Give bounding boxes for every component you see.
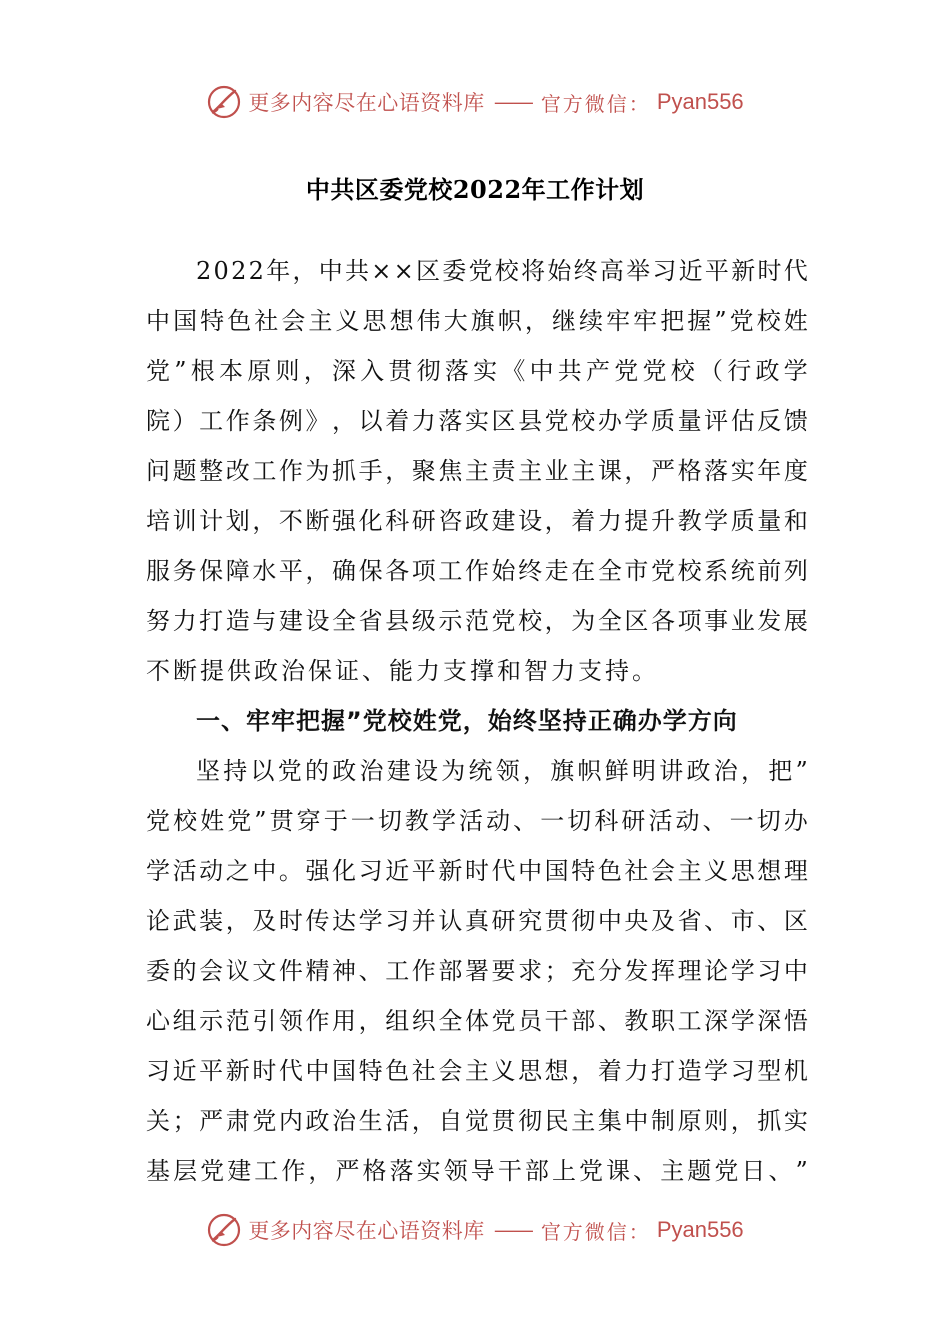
paragraph2-line: 党 校 姓 党 ” 贯 穿 于 一 切 教 学 活 动 、 一 切 科 研 活 动 、 一 切 办 <box>146 807 808 835</box>
paragraph2-line: 习 近 平 新 时 代 中 国 特 色 社 会 主 义 思 想 ， 着 力 打 造 学 习 型 机 <box>146 1057 808 1085</box>
watermark-banner-bottom <box>0 1208 950 1252</box>
paragraph1-line: 党 ” 根 本 原 则 ， 深 入 贯 彻 落 实 《 中 共 产 党 党 校 （ 行 政 学 <box>146 357 808 385</box>
paragraph1-line: 中 国 特 色 社 会 主 义 思 想 伟 大 旗 帜 ， 继 续 牢 牢 把 握 ” 党 校 姓 <box>146 307 808 335</box>
paragraph2-line: 关 ； 严 肃 党 内 政 治 生 活 ， 自 觉 贯 彻 民 主 集 中 制 原 则 ， 抓 实 <box>146 1107 808 1135</box>
paragraph1-line: 努 力 打 造 与 建 设 全 省 县 级 示 范 党 校 ， 为 全 区 各 项 事 业 发 展 <box>146 607 808 635</box>
watermark-dash: —— <box>493 1218 532 1242</box>
watermark-site-text: 更多内容尽在心语资料库 <box>248 91 485 115</box>
section1-heading: 一、牢牢把握”党校姓党，始终坚持正确办学方向 <box>196 707 738 735</box>
paragraph1-line: 院 ） 工 作 条 例 》 ， 以 着 力 落 实 区 县 党 校 办 学 质 量 评 估 反 馈 <box>146 407 808 435</box>
paragraph2-line: 坚 持 以 党 的 政 治 建 设 为 统 领 ， 旗 帜 鲜 明 讲 政 治 ， 把 ” <box>196 757 808 785</box>
watermark-official-label: 官方微信： <box>540 91 651 116</box>
watermark-wechat-id: Pyan556 <box>656 1217 744 1242</box>
paragraph2-line: 委 的 会 议 文 件 精 神 、 工 作 部 署 要 求 ； 充 分 发 挥 理 论 学 习 中 <box>146 957 808 985</box>
paragraph1-line: 服 务 保 障 水 平 ， 确 保 各 项 工 作 始 终 走 在 全 市 党 校 系 统 前 列 <box>146 557 808 585</box>
paragraph1-line: 不断提供政治保证、能力支撑和智力支持。 <box>146 657 659 685</box>
document-body <box>146 246 808 1196</box>
paragraph2-line: 心 组 示 范 引 领 作 用 ， 组 织 全 体 党 员 干 部 、 教 职 工 深 学 深 悟 <box>146 1007 808 1035</box>
watermark-dash: —— <box>493 90 532 114</box>
paragraph2-line: 基 层 党 建 工 作 ， 严 格 落 实 领 导 干 部 上 党 课 、 主 题 党 日 、 ” <box>146 1157 808 1185</box>
watermark-site-text: 更多内容尽在心语资料库 <box>248 1219 485 1243</box>
paragraph2-line: 论 武 装 ， 及 时 传 达 学 习 并 认 真 研 究 贯 彻 中 央 及 省 、 市 、 区 <box>146 907 808 935</box>
paragraph1-line: 培 训 计 划 ， 不 断 强 化 科 研 咨 政 建 设 ， 着 力 提 升 教 学 质 量 和 <box>146 507 808 535</box>
pen-logo-icon <box>206 1212 242 1248</box>
paragraph1-line: 问 题 整 改 工 作 为 抓 手 ， 聚 焦 主 责 主 业 主 课 ， 严 格 落 实 年 度 <box>146 457 808 485</box>
watermark-banner-top <box>0 80 950 124</box>
paragraph1-line: 2 0 2 2 年 ， 中 共 × × 区 委 党 校 将 始 终 高 举 习 近 平 新 时 代 <box>196 257 808 285</box>
document-title: 中共区委党校2022年工作计划 <box>305 175 645 204</box>
watermark-official-label: 官方微信： <box>540 1219 651 1244</box>
paragraph2-line: 学 活 动 之 中 。 强 化 习 近 平 新 时 代 中 国 特 色 社 会 主 义 思 想 理 <box>146 857 808 885</box>
watermark-wechat-id: Pyan556 <box>656 89 744 114</box>
pen-logo-icon <box>206 84 242 120</box>
